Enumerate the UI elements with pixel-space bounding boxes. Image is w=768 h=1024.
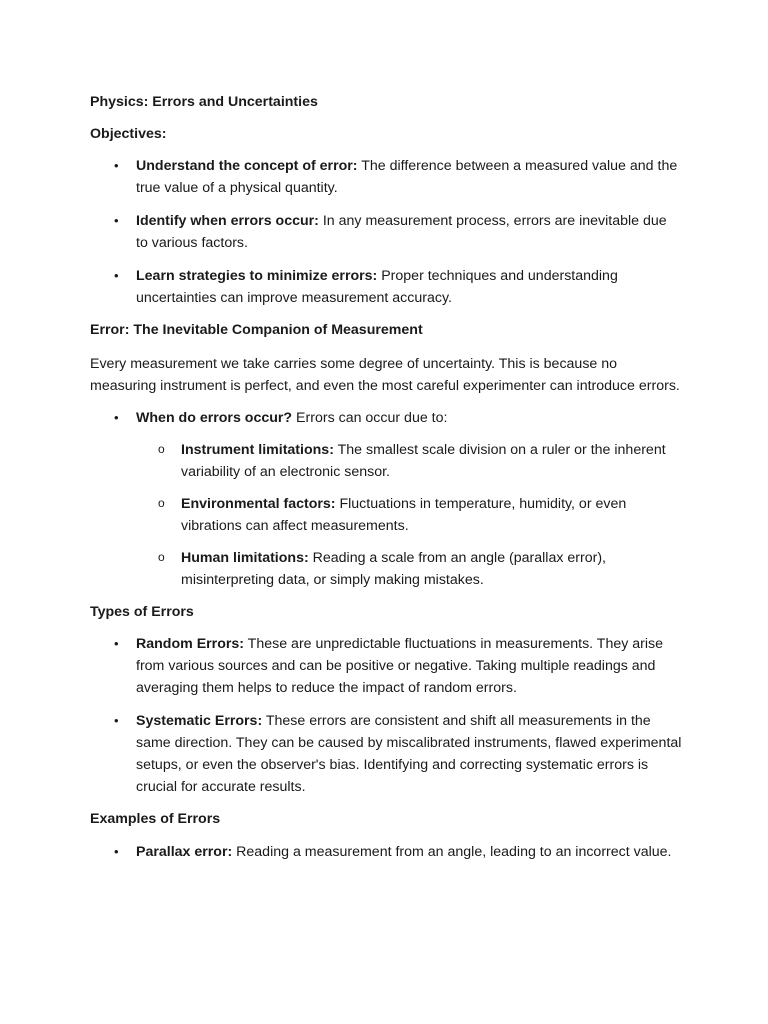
item-text: The difference between a measured value and the true value of a physical quantity. bbox=[136, 158, 678, 196]
bullet-icon: • bbox=[114, 410, 119, 425]
item-term: Learn strategies to minimize errors: bbox=[136, 268, 378, 284]
item-term: Parallax error: bbox=[136, 844, 233, 860]
list-item bbox=[90, 710, 682, 798]
item-text: Errors can occur due to: bbox=[292, 410, 448, 426]
when-errors-list bbox=[90, 407, 682, 591]
list-item bbox=[90, 265, 682, 309]
examples-list bbox=[90, 841, 682, 863]
bullet-icon: • bbox=[114, 268, 119, 283]
bullet-icon: • bbox=[114, 844, 119, 859]
sub-list-item bbox=[136, 547, 682, 591]
sub-bullet-icon: o bbox=[158, 442, 165, 456]
sub-bullet-icon: o bbox=[158, 496, 165, 510]
bullet-icon: • bbox=[114, 636, 119, 651]
bullet-icon: • bbox=[114, 213, 119, 228]
examples-heading: Examples of Errors bbox=[90, 811, 221, 827]
error-section-heading: Error: The Inevitable Companion of Measurement bbox=[90, 322, 423, 338]
item-term: Human limitations: bbox=[181, 550, 309, 566]
list-item bbox=[90, 633, 682, 699]
bullet-icon: • bbox=[114, 158, 119, 173]
sub-bullet-icon: o bbox=[158, 550, 165, 564]
document-title: Physics: Errors and Uncertainties bbox=[90, 94, 318, 110]
item-term: When do errors occur? bbox=[136, 410, 293, 426]
item-term: Environmental factors: bbox=[181, 496, 336, 512]
document-page bbox=[90, 91, 682, 874]
item-text: In any measurement process, errors are inevitable due to various factors. bbox=[136, 213, 667, 251]
types-heading: Types of Errors bbox=[90, 604, 194, 620]
list-item bbox=[90, 407, 682, 591]
item-term: Understand the concept of error: bbox=[136, 158, 358, 174]
item-text: Fluctuations in temperature, humidity, or even vibrations can affect measurements. bbox=[181, 496, 627, 534]
objectives-heading: Objectives: bbox=[90, 126, 167, 142]
sub-list-item bbox=[136, 439, 682, 483]
item-text: Reading a measurement from an angle, leading to an incorrect value. bbox=[232, 844, 672, 860]
types-list bbox=[90, 633, 682, 798]
item-text: The smallest scale division on a ruler or the inherent variability of an electronic sensor. bbox=[181, 442, 666, 480]
item-term: Systematic Errors: bbox=[136, 713, 263, 729]
bullet-icon: • bbox=[114, 713, 119, 728]
list-item bbox=[90, 210, 682, 254]
objectives-list bbox=[90, 155, 682, 309]
error-section-paragraph: Every measurement we take carries some degree of uncertainty. This is because no measuring instrument is perfect, and even the most careful experimenter can introduce errors. bbox=[90, 356, 680, 394]
sub-list-item bbox=[136, 493, 682, 537]
item-text: Reading a scale from an angle (parallax error), misinterpreting data, or simply making mistakes. bbox=[181, 550, 606, 588]
item-term: Random Errors: bbox=[136, 636, 244, 652]
error-causes-sublist bbox=[136, 439, 682, 591]
list-item bbox=[90, 155, 682, 199]
item-term: Identify when errors occur: bbox=[136, 213, 319, 229]
item-text: These are unpredictable fluctuations in measurements. They arise from various sources and can be positive or negative. Taking multiple readings and averaging them helps to reduce the impact of random errors. bbox=[136, 636, 664, 696]
list-item bbox=[90, 841, 682, 863]
item-text: Proper techniques and understanding uncertainties can improve measurement accuracy. bbox=[136, 268, 618, 306]
item-term: Instrument limitations: bbox=[181, 442, 334, 458]
item-text: These errors are consistent and shift all measurements in the same direction. They can be caused by miscalibrated instruments, flawed experimental setups, or even the observer's bias. Identifying and correcting systematic errors is crucial for accurate results. bbox=[136, 713, 682, 795]
